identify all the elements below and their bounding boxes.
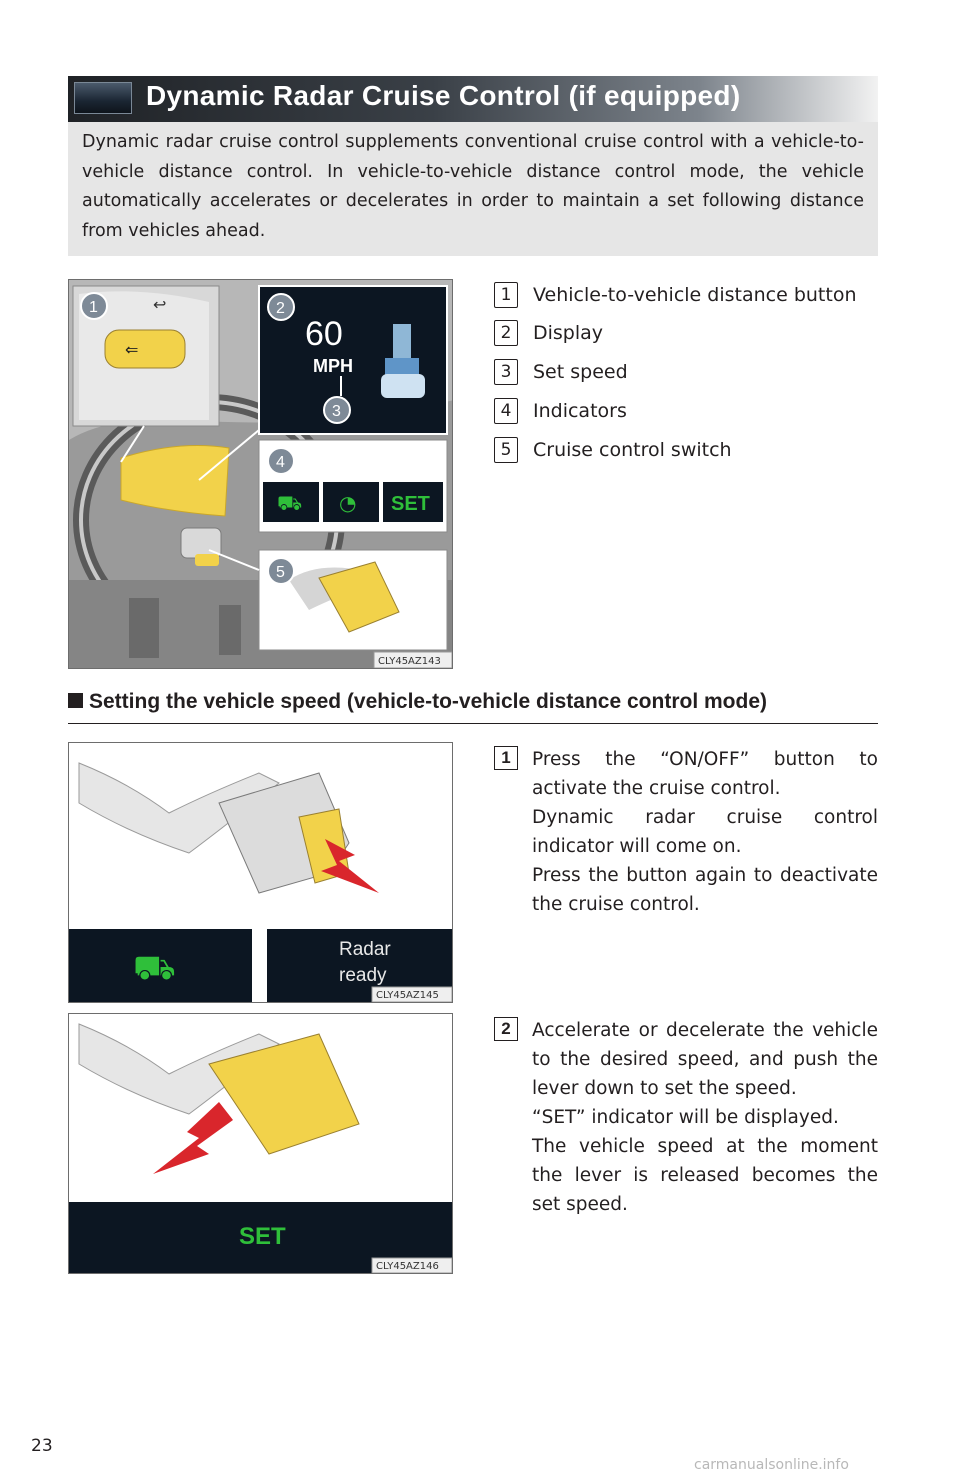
step-paragraph: The vehicle speed at the moment the lever is released becomes the set speed. [532, 1136, 878, 1215]
step-number: 1 [494, 746, 518, 770]
callout-2 [268, 294, 294, 320]
step-1-text [532, 745, 878, 919]
callout-1 [81, 293, 107, 319]
step-paragraph: Press the “ON/OFF” button to activate the cruise control. [532, 749, 878, 799]
step-paragraph: “SET” indicator will be displayed. [532, 1107, 839, 1128]
figure-step-2 [68, 1013, 453, 1274]
page-number: 23 [31, 1436, 53, 1456]
legend-label: Cruise control switch [533, 439, 732, 461]
figure-step-1 [68, 742, 453, 1003]
display-speed-value: 60 [305, 315, 343, 353]
svg-text:5: 5 [276, 564, 285, 581]
svg-text:1: 1 [89, 299, 98, 316]
section-heading [68, 690, 878, 724]
svg-text:⛟: ⛟ [277, 491, 303, 515]
section-thumbnail-icon [74, 82, 132, 114]
figure-cockpit-overview [68, 279, 453, 669]
svg-text:◔: ◔ [339, 491, 357, 515]
set-indicator-label: SET [239, 1223, 286, 1250]
svg-text:2: 2 [276, 300, 285, 317]
display-speed-unit: MPH [313, 356, 353, 376]
step-paragraph: Dynamic radar cruise control indicator will come on. [532, 807, 878, 857]
step-paragraph: Accelerate or decelerate the vehicle to the desired speed, and push the lever down to set the speed. [532, 1020, 878, 1099]
radar-ready-line1: Radar [339, 939, 391, 960]
step-2-text [532, 1016, 878, 1219]
callout-3 [324, 397, 350, 423]
watermark: carmanualsonline.info [694, 1457, 849, 1473]
cockpit-illustration [69, 280, 453, 669]
figure1-code: CLY45AZ143 [378, 656, 441, 667]
legend-number: 1 [494, 282, 518, 308]
section-title-banner [68, 76, 878, 122]
svg-text:3: 3 [332, 403, 341, 420]
svg-text:4: 4 [276, 454, 285, 471]
svg-text:⇐: ⇐ [125, 340, 139, 359]
legend-number: 2 [494, 320, 518, 346]
legend-label: Indicators [533, 400, 627, 422]
figure-step-1-code: CLY45AZ145 [376, 990, 439, 1001]
callout-5 [268, 558, 294, 584]
indicator-set-label: SET [391, 493, 430, 515]
svg-text:↩: ↩ [153, 295, 167, 314]
legend-label: Vehicle-to-vehicle distance button [533, 284, 857, 306]
step-paragraph: Press the button again to deactivate the cruise control. [532, 865, 878, 915]
legend-number: 4 [494, 398, 518, 424]
step-2-illustration [69, 1014, 453, 1274]
section-bullet-icon [68, 693, 83, 708]
step-number: 2 [494, 1017, 518, 1041]
legend-label: Display [533, 322, 604, 344]
legend-number: 5 [494, 437, 518, 463]
intro-paragraph: Dynamic radar cruise control supplements conventional cruise control with a vehicle-to-vehicle distance control. In vehicle-to-vehicle distance control mode, the vehicle automatically accelerates or decelerates in order to maintain a set following distance from vehicles ahead. [68, 122, 878, 256]
radar-cruise-indicator-icon: ⛟ [133, 948, 176, 988]
radar-ready-line2: ready [339, 965, 387, 986]
legend-number: 3 [494, 359, 518, 385]
page-title: Dynamic Radar Cruise Control (if equipped) [146, 80, 741, 111]
legend-label: Set speed [533, 361, 628, 383]
step-1-illustration [69, 743, 453, 1003]
section-heading-text: Setting the vehicle speed (vehicle-to-vehicle distance control mode) [89, 690, 767, 713]
callout-4 [268, 448, 294, 474]
figure-step-2-code: CLY45AZ146 [376, 1261, 439, 1272]
